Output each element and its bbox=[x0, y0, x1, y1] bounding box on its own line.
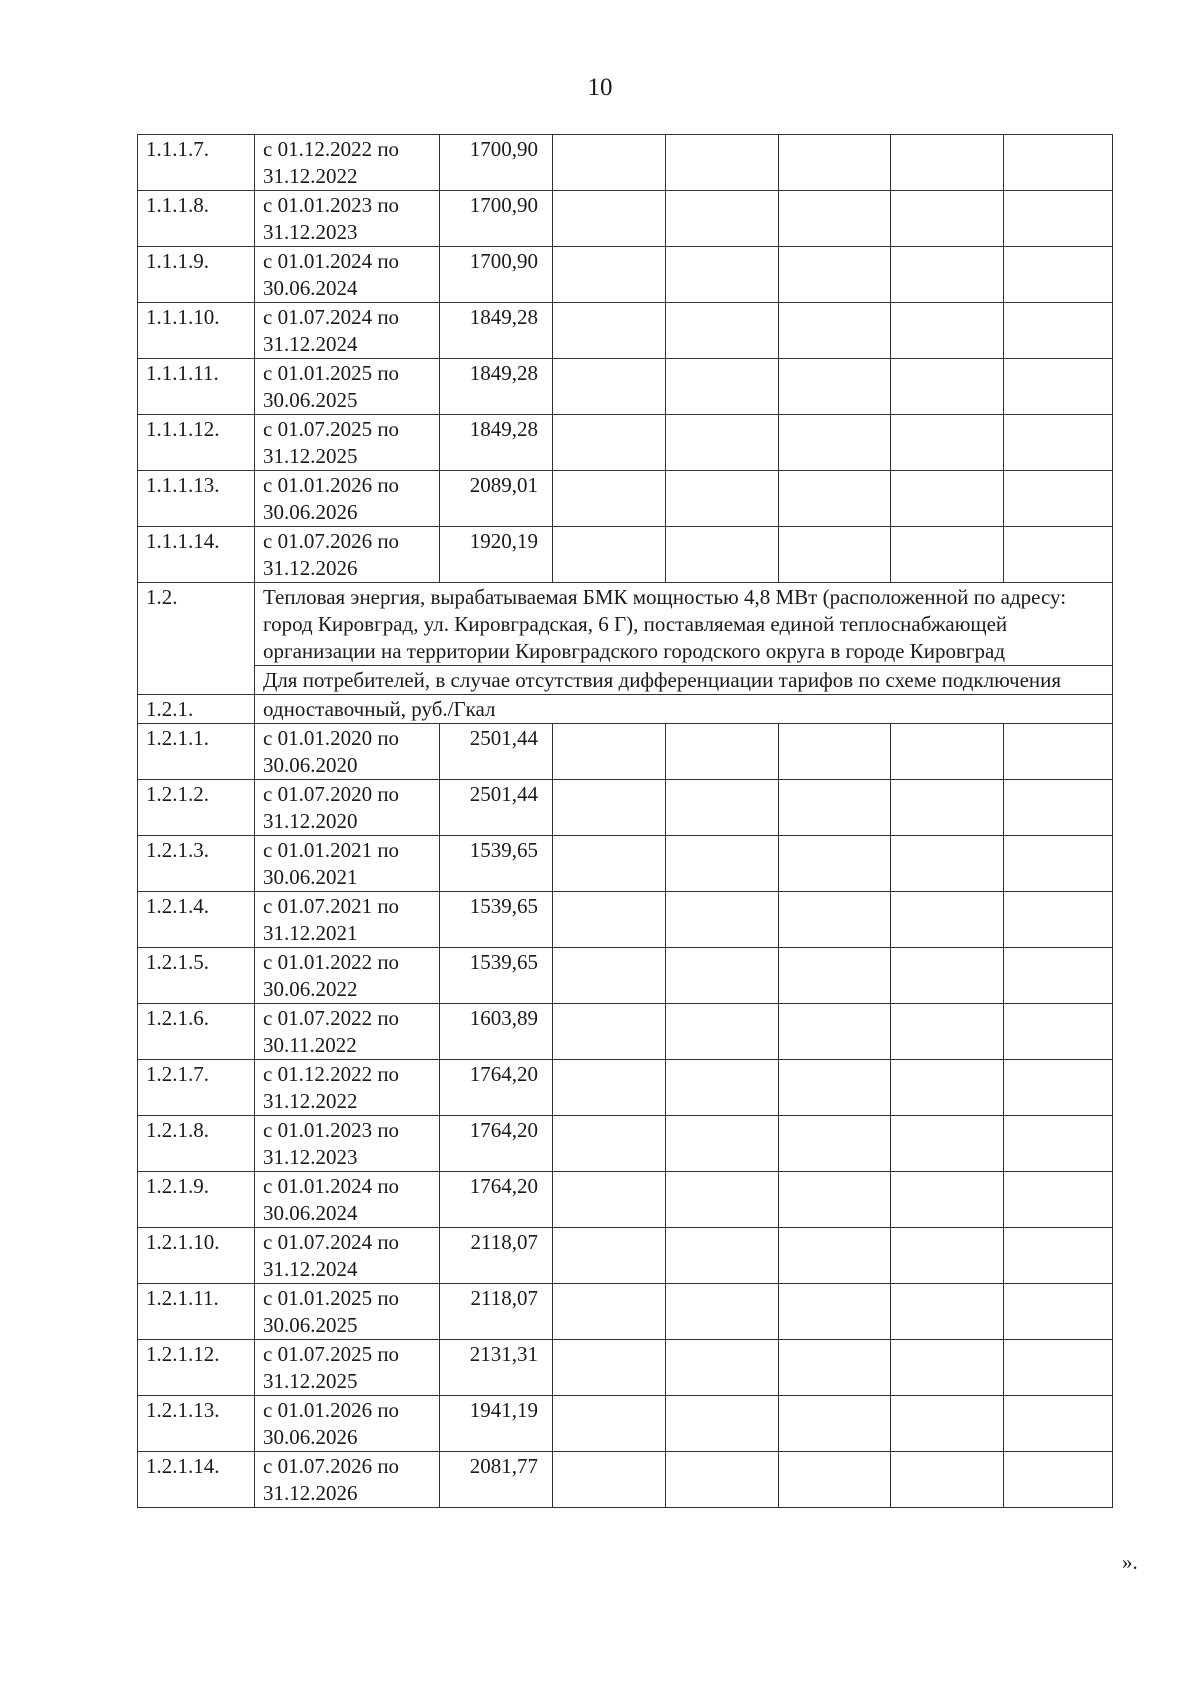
period-cell: с 01.07.2026 по 31.12.2026 bbox=[255, 1452, 440, 1508]
empty-cell bbox=[779, 415, 891, 471]
empty-cell bbox=[1004, 247, 1113, 303]
empty-cell bbox=[666, 191, 779, 247]
table-row bbox=[138, 1284, 1113, 1340]
table-row bbox=[138, 135, 1113, 191]
section-title-row bbox=[138, 583, 1113, 666]
empty-cell bbox=[891, 191, 1004, 247]
row-number: 1.2.1.5. bbox=[138, 948, 255, 1004]
table-row bbox=[138, 1172, 1113, 1228]
empty-cell bbox=[666, 948, 779, 1004]
tariff-value: 1764,20 bbox=[440, 1172, 553, 1228]
empty-cell bbox=[779, 135, 891, 191]
page-number: 10 bbox=[587, 74, 613, 101]
empty-cell bbox=[891, 1452, 1004, 1508]
empty-cell bbox=[891, 780, 1004, 836]
empty-cell bbox=[553, 1116, 666, 1172]
table-row bbox=[138, 836, 1113, 892]
empty-cell bbox=[779, 724, 891, 780]
empty-cell bbox=[779, 1172, 891, 1228]
empty-cell bbox=[891, 892, 1004, 948]
tariff-value: 1849,28 bbox=[440, 303, 553, 359]
subsection-title: одноставочный, руб./Гкал bbox=[255, 695, 1113, 724]
empty-cell bbox=[779, 359, 891, 415]
section-1-2 bbox=[138, 583, 1113, 724]
tariff-value: 1539,65 bbox=[440, 836, 553, 892]
tariff-value: 2081,77 bbox=[440, 1452, 553, 1508]
empty-cell bbox=[553, 1340, 666, 1396]
tariff-value: 1700,90 bbox=[440, 247, 553, 303]
tariff-rows-block-1 bbox=[138, 135, 1113, 583]
empty-cell bbox=[666, 1452, 779, 1508]
tariff-value: 2118,07 bbox=[440, 1228, 553, 1284]
empty-cell bbox=[779, 836, 891, 892]
row-number: 1.2.1.6. bbox=[138, 1004, 255, 1060]
empty-cell bbox=[1004, 1284, 1113, 1340]
period-cell: с 01.12.2022 по 31.12.2022 bbox=[255, 1060, 440, 1116]
row-number: 1.2.1.1. bbox=[138, 724, 255, 780]
empty-cell bbox=[553, 359, 666, 415]
period-cell: с 01.07.2024 по 31.12.2024 bbox=[255, 1228, 440, 1284]
table-row bbox=[138, 948, 1113, 1004]
period-cell: с 01.07.2024 по 31.12.2024 bbox=[255, 303, 440, 359]
row-number: 1.1.1.9. bbox=[138, 247, 255, 303]
empty-cell bbox=[779, 948, 891, 1004]
empty-cell bbox=[553, 1004, 666, 1060]
empty-cell bbox=[1004, 303, 1113, 359]
period-cell: с 01.01.2026 по 30.06.2026 bbox=[255, 471, 440, 527]
empty-cell bbox=[553, 415, 666, 471]
empty-cell bbox=[666, 1340, 779, 1396]
period-cell: с 01.07.2026 по 31.12.2026 bbox=[255, 527, 440, 583]
empty-cell bbox=[1004, 1452, 1113, 1508]
empty-cell bbox=[891, 1340, 1004, 1396]
row-number: 1.1.1.12. bbox=[138, 415, 255, 471]
row-number: 1.2.1.13. bbox=[138, 1396, 255, 1452]
row-number: 1.1.1.11. bbox=[138, 359, 255, 415]
empty-cell bbox=[553, 892, 666, 948]
period-cell: с 01.01.2022 по 30.06.2022 bbox=[255, 948, 440, 1004]
empty-cell bbox=[553, 1060, 666, 1116]
tariff-rows-block-2 bbox=[138, 724, 1113, 1508]
period-cell: с 01.01.2021 по 30.06.2021 bbox=[255, 836, 440, 892]
period-cell: с 01.01.2024 по 30.06.2024 bbox=[255, 1172, 440, 1228]
empty-cell bbox=[553, 191, 666, 247]
empty-cell bbox=[891, 948, 1004, 1004]
empty-cell bbox=[891, 1396, 1004, 1452]
period-cell: с 01.07.2025 по 31.12.2025 bbox=[255, 1340, 440, 1396]
consumers-text: Для потребителей, в случае отсутствия дифференциации тарифов по схеме подключения bbox=[255, 666, 1113, 695]
table-row bbox=[138, 1228, 1113, 1284]
period-cell: с 01.07.2021 по 31.12.2021 bbox=[255, 892, 440, 948]
row-number: 1.2.1.4. bbox=[138, 892, 255, 948]
row-number: 1.2.1.3. bbox=[138, 836, 255, 892]
row-number: 1.1.1.14. bbox=[138, 527, 255, 583]
empty-cell bbox=[779, 1004, 891, 1060]
subsection-row bbox=[138, 695, 1113, 724]
empty-cell bbox=[891, 527, 1004, 583]
period-cell: с 01.12.2022 по 31.12.2022 bbox=[255, 135, 440, 191]
empty-cell bbox=[553, 724, 666, 780]
empty-cell bbox=[1004, 780, 1113, 836]
section-number: 1.2. bbox=[138, 583, 255, 695]
empty-cell bbox=[666, 303, 779, 359]
table-row bbox=[138, 724, 1113, 780]
empty-cell bbox=[666, 780, 779, 836]
table-row bbox=[138, 247, 1113, 303]
period-cell: с 01.07.2025 по 31.12.2025 bbox=[255, 415, 440, 471]
table-row bbox=[138, 780, 1113, 836]
empty-cell bbox=[1004, 1004, 1113, 1060]
row-number: 1.1.1.10. bbox=[138, 303, 255, 359]
empty-cell bbox=[553, 1228, 666, 1284]
empty-cell bbox=[666, 892, 779, 948]
table-row bbox=[138, 191, 1113, 247]
empty-cell bbox=[1004, 359, 1113, 415]
empty-cell bbox=[553, 780, 666, 836]
empty-cell bbox=[891, 135, 1004, 191]
empty-cell bbox=[1004, 1060, 1113, 1116]
empty-cell bbox=[666, 247, 779, 303]
empty-cell bbox=[1004, 527, 1113, 583]
empty-cell bbox=[553, 527, 666, 583]
empty-cell bbox=[1004, 1396, 1113, 1452]
empty-cell bbox=[666, 1396, 779, 1452]
empty-cell bbox=[779, 1284, 891, 1340]
table-row bbox=[138, 471, 1113, 527]
empty-cell bbox=[666, 1284, 779, 1340]
empty-cell bbox=[779, 303, 891, 359]
empty-cell bbox=[553, 1396, 666, 1452]
row-number: 1.1.1.13. bbox=[138, 471, 255, 527]
empty-cell bbox=[1004, 191, 1113, 247]
empty-cell bbox=[891, 1004, 1004, 1060]
empty-cell bbox=[779, 527, 891, 583]
row-number: 1.2.1.10. bbox=[138, 1228, 255, 1284]
tariff-value: 1700,90 bbox=[440, 135, 553, 191]
empty-cell bbox=[779, 191, 891, 247]
empty-cell bbox=[666, 1060, 779, 1116]
empty-cell bbox=[666, 1004, 779, 1060]
empty-cell bbox=[891, 247, 1004, 303]
empty-cell bbox=[553, 836, 666, 892]
row-number: 1.2.1.2. bbox=[138, 780, 255, 836]
empty-cell bbox=[553, 471, 666, 527]
period-cell: с 01.01.2025 по 30.06.2025 bbox=[255, 1284, 440, 1340]
tariff-value: 1941,19 bbox=[440, 1396, 553, 1452]
empty-cell bbox=[1004, 1172, 1113, 1228]
period-cell: с 01.01.2026 по 30.06.2026 bbox=[255, 1396, 440, 1452]
empty-cell bbox=[779, 471, 891, 527]
row-number: 1.1.1.7. bbox=[138, 135, 255, 191]
row-number: 1.2.1.11. bbox=[138, 1284, 255, 1340]
tariff-value: 2501,44 bbox=[440, 780, 553, 836]
empty-cell bbox=[891, 303, 1004, 359]
empty-cell bbox=[891, 359, 1004, 415]
period-cell: с 01.01.2024 по 30.06.2024 bbox=[255, 247, 440, 303]
row-number: 1.2.1.12. bbox=[138, 1340, 255, 1396]
empty-cell bbox=[891, 1228, 1004, 1284]
table-row bbox=[138, 1340, 1113, 1396]
table-row bbox=[138, 1396, 1113, 1452]
period-cell: с 01.01.2025 по 30.06.2025 bbox=[255, 359, 440, 415]
consumers-row bbox=[138, 666, 1113, 695]
period-cell: с 01.01.2023 по 31.12.2023 bbox=[255, 191, 440, 247]
empty-cell bbox=[1004, 836, 1113, 892]
empty-cell bbox=[779, 892, 891, 948]
tariff-table bbox=[137, 134, 1113, 1508]
empty-cell bbox=[779, 1452, 891, 1508]
tariff-value: 1700,90 bbox=[440, 191, 553, 247]
empty-cell bbox=[779, 247, 891, 303]
empty-cell bbox=[779, 1060, 891, 1116]
tariff-value: 1539,65 bbox=[440, 948, 553, 1004]
empty-cell bbox=[666, 1116, 779, 1172]
empty-cell bbox=[666, 724, 779, 780]
empty-cell bbox=[666, 471, 779, 527]
empty-cell bbox=[666, 1228, 779, 1284]
empty-cell bbox=[1004, 948, 1113, 1004]
empty-cell bbox=[891, 724, 1004, 780]
empty-cell bbox=[891, 1060, 1004, 1116]
empty-cell bbox=[553, 1172, 666, 1228]
tariff-value: 1920,19 bbox=[440, 527, 553, 583]
empty-cell bbox=[666, 359, 779, 415]
empty-cell bbox=[1004, 892, 1113, 948]
table-row bbox=[138, 415, 1113, 471]
empty-cell bbox=[1004, 471, 1113, 527]
tariff-value: 2131,31 bbox=[440, 1340, 553, 1396]
empty-cell bbox=[553, 948, 666, 1004]
section-title: Тепловая энергия, вырабатываемая БМК мощностью 4,8 МВт (расположенной по адресу: город Кировград, ул. Кировградская, 6 Г), поставляемая единой теплоснабжающей организации на территории Кировградского городского округа в городе Кировград bbox=[255, 583, 1113, 666]
table-row bbox=[138, 1116, 1113, 1172]
table-row bbox=[138, 527, 1113, 583]
empty-cell bbox=[891, 1172, 1004, 1228]
row-number: 1.2.1.8. bbox=[138, 1116, 255, 1172]
row-number: 1.1.1.8. bbox=[138, 191, 255, 247]
tariff-value: 1764,20 bbox=[440, 1060, 553, 1116]
empty-cell bbox=[553, 303, 666, 359]
row-number: 1.2.1.14. bbox=[138, 1452, 255, 1508]
closing-quote-mark: ». bbox=[1122, 1550, 1138, 1574]
empty-cell bbox=[1004, 1340, 1113, 1396]
empty-cell bbox=[666, 1172, 779, 1228]
table-row bbox=[138, 892, 1113, 948]
empty-cell bbox=[553, 1452, 666, 1508]
table-row bbox=[138, 1452, 1113, 1508]
tariff-value: 1539,65 bbox=[440, 892, 553, 948]
empty-cell bbox=[779, 1228, 891, 1284]
empty-cell bbox=[891, 1284, 1004, 1340]
tariff-value: 2118,07 bbox=[440, 1284, 553, 1340]
empty-cell bbox=[891, 1116, 1004, 1172]
period-cell: с 01.07.2022 по 30.11.2022 bbox=[255, 1004, 440, 1060]
period-cell: с 01.01.2023 по 31.12.2023 bbox=[255, 1116, 440, 1172]
period-cell: с 01.07.2020 по 31.12.2020 bbox=[255, 780, 440, 836]
tariff-value: 1849,28 bbox=[440, 359, 553, 415]
period-cell: с 01.01.2020 по 30.06.2020 bbox=[255, 724, 440, 780]
empty-cell bbox=[666, 527, 779, 583]
empty-cell bbox=[666, 836, 779, 892]
tariff-value: 1603,89 bbox=[440, 1004, 553, 1060]
subsection-number: 1.2.1. bbox=[138, 695, 255, 724]
empty-cell bbox=[666, 415, 779, 471]
empty-cell bbox=[1004, 1228, 1113, 1284]
empty-cell bbox=[553, 247, 666, 303]
empty-cell bbox=[891, 415, 1004, 471]
empty-cell bbox=[779, 1396, 891, 1452]
empty-cell bbox=[891, 471, 1004, 527]
tariff-value: 1764,20 bbox=[440, 1116, 553, 1172]
table-row bbox=[138, 1060, 1113, 1116]
empty-cell bbox=[1004, 415, 1113, 471]
table-row bbox=[138, 303, 1113, 359]
empty-cell bbox=[891, 836, 1004, 892]
empty-cell bbox=[779, 780, 891, 836]
table-row bbox=[138, 359, 1113, 415]
row-number: 1.2.1.7. bbox=[138, 1060, 255, 1116]
empty-cell bbox=[779, 1116, 891, 1172]
empty-cell bbox=[1004, 135, 1113, 191]
empty-cell bbox=[666, 135, 779, 191]
row-number: 1.2.1.9. bbox=[138, 1172, 255, 1228]
empty-cell bbox=[553, 1284, 666, 1340]
empty-cell bbox=[1004, 724, 1113, 780]
tariff-value: 2501,44 bbox=[440, 724, 553, 780]
empty-cell bbox=[779, 1340, 891, 1396]
tariff-value: 2089,01 bbox=[440, 471, 553, 527]
table-row bbox=[138, 1004, 1113, 1060]
tariff-value: 1849,28 bbox=[440, 415, 553, 471]
empty-cell bbox=[1004, 1116, 1113, 1172]
empty-cell bbox=[553, 135, 666, 191]
